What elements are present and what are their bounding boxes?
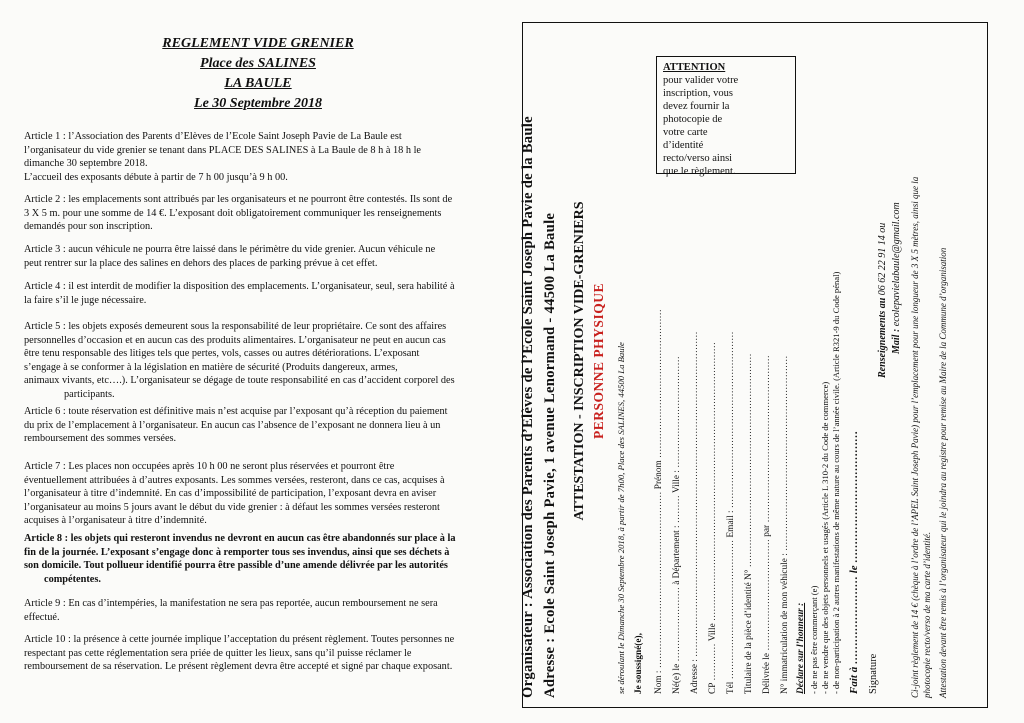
article-line: effectué. — [24, 611, 60, 623]
footer-line-3: Attestation devant être remis à l’organisateur qui le joindra au registre pour remise au Maire de la Commune d’organisation — [938, 247, 948, 698]
notice-line: que le règlement. — [663, 166, 736, 177]
rules-page — [0, 0, 508, 723]
article-10 — [24, 633, 486, 674]
article-line: compétentes. — [44, 573, 101, 585]
notice-line: devez fournir la — [663, 101, 730, 112]
article-line: participants. — [64, 388, 115, 400]
organizer-line: Organisateur : Association des Parents d’Elèves de l’Ecole Saint Joseph Pavie de la Baule — [520, 116, 536, 698]
mail-address: ecolepavielabaule@gmail.com — [891, 202, 902, 327]
declaration-1: - de ne pas être commerçant (e) — [809, 585, 819, 694]
soussigne-label: Je soussigné(e), — [634, 633, 644, 694]
article-7 — [24, 460, 486, 528]
article-line: éventuellement attribuées à d’autres exposants. Les sommes versées, resteront, dans ce cas, acquises à — [24, 474, 445, 486]
article-line: Article 1 : l’Association des Parents d’Elèves de l’Ecole Saint Joseph Pavie de La Baule est — [24, 131, 402, 142]
article-line: fin de la journée. L’exposant s’engage donc à remporter tous ses invendus, ainsi que ses déchets à — [24, 546, 450, 558]
article-line: Article 2 : les emplacements sont attribués par les organisateurs et ne pourront être contestés. Ils sont de — [24, 194, 453, 205]
footer-line-2: photocopie recto/verso de ma carte d’identité. — [922, 531, 932, 698]
delivree-field[interactable]: Délivrée le ……………………………… par ……………………………………………… — [762, 355, 772, 694]
article-line: acquises à l’organisateur à titre d’indemnité. — [24, 515, 207, 526]
article-line: l’organisateur au moins 5 jours avant le début du vide grenier : à défaut les sommes versées resteront — [24, 501, 440, 513]
footer-line-1: Ci-joint règlement de 14 € (chèque à l’ordre de l’APEL Saint Joseph Pavie) pour l’emplacement pour une longueur de 3 X 5 mètres, ainsi que la — [910, 176, 920, 698]
article-line: peut rentrer sur la place des salines en dehors des places de parking prévue à cet effet. — [24, 257, 378, 269]
nom-field[interactable]: Nom : ………………………………………………… Prénom ………………………………………… — [654, 309, 664, 694]
notice-line: recto/verso ainsi — [663, 153, 733, 164]
article-line: 3 X 5 m. pour une somme de 14 €. L’exposant doit obligatoirement communiquer les renseignements — [24, 207, 442, 219]
declaration-3: - de non-participation à 2 autres manifestations de même nature au cours de l’année civile. (Article R321-9 du Code pénal) — [831, 271, 841, 694]
registration-form-page — [512, 14, 990, 708]
event-details: se déroulant le Dimanche 30 Septembre 2018, à partir de 7h00, Place des SALINES, 44500 La Baule — [616, 342, 626, 694]
article-line: personnelles d’occasion et en aucun cas des produits alimentaires. L’organisateur ne peut en aucun cas — [24, 334, 446, 346]
immatriculation-field[interactable]: N° immatriculation de mon véhicule : ……………………………………………………… — [780, 355, 790, 694]
article-line: dimanche 30 septembre 2018. — [24, 158, 148, 169]
article-6 — [24, 405, 486, 446]
notice-line: d’identité — [663, 140, 704, 151]
rules-title-line: LA BAULE — [224, 76, 292, 91]
notice-line: inscription, vous — [663, 88, 733, 99]
article-1 — [24, 130, 486, 184]
article-line: son domicile. Tout pollueur identifié pourra être passible d’une amende délivrée par les autorités — [24, 560, 448, 571]
rules-title-line: Le 30 Septembre 2018 — [194, 96, 322, 111]
piece-identite-field[interactable]: Titulaire de la pièce d’identité N° …………………………………………………………… — [744, 353, 754, 694]
article-line: L’accueil des exposants débute à partir de 7 h 00 jusqu’à 9 h 00. — [24, 171, 288, 183]
mail-label: Mail : — [891, 328, 902, 354]
article-line: s’engage à se conformer à la législation en matière de sécurité (Produits dangereux, armes, — [24, 361, 398, 373]
article-line: respectant pas cette réglementation sera priée de quitter les lieux, sans qu’il puisse réclamer le — [24, 647, 412, 659]
article-line: remboursement de sa réservation. Le présent règlement devra être accepté et signé par chaque exposant. — [24, 661, 453, 672]
article-line: Article 3 : aucun véhicule ne pourra être laissé dans le périmètre du vide grenier. Aucun véhicule ne — [24, 244, 436, 255]
article-line: Article 9 : En cas d’intempéries, la manifestation ne sera pas reportée, aucun remboursement ne sera — [24, 598, 438, 609]
naissance-field[interactable]: Né(e) le …………………… à Département : ……… Ville : ……………………………… — [672, 356, 682, 694]
article-line: demandés pour son inscription. — [24, 221, 153, 232]
article-4 — [24, 280, 486, 307]
article-line: animaux vivants, etc….). L’organisateur se dégage de toute responsabilité en cas d’accident corporel des — [24, 375, 455, 386]
article-line: remboursement des sommes versées. — [24, 433, 177, 444]
article-5 — [24, 320, 486, 401]
article-line: Article 4 : il est interdit de modifier la disposition des emplacements. L’organisateur, seul, sera habilité à — [24, 281, 455, 292]
article-line: la faire s’il le juge nécessaire. — [24, 294, 147, 306]
signature-label: Signature — [868, 653, 879, 694]
attention-notice — [656, 56, 796, 177]
notice-line: votre carte — [663, 127, 708, 138]
tel-email-field[interactable]: Tél ……………………………………… Email : ………………………………………………… — [726, 331, 736, 694]
article-2 — [24, 193, 486, 234]
article-line: l’organisateur du vide grenier se tenant dans PLACE DES SALINES à La Baule de 8 h à 18 h le — [24, 144, 422, 156]
renseignements-label: Renseignements au — [877, 297, 888, 378]
renseignements-line — [877, 223, 888, 378]
attestation-title: ATTESTATION - INSCRIPTION VIDE-GRENIERS — [572, 201, 587, 521]
adresse-field[interactable]: Adresse : …………………………………………………………………………………………… — [690, 331, 700, 694]
rules-title-line: Place des SALINES — [200, 56, 316, 71]
phone-number: 06 62 22 91 14 ou — [877, 222, 888, 296]
declaration-2: - de ne vendre que des objets personnels et usagés (Article L 310-2 du Code de commerce) — [820, 381, 830, 694]
article-line: Article 6 : toute réservation est définitive mais n’est acquise par l’exposant qu’à réception du paiement — [24, 406, 448, 417]
address-line: Adresse : Ecole Saint Joseph Pavie, 1 avenue Lenormand - 44500 La Baule — [542, 212, 558, 698]
notice-line: pour valider votre — [663, 75, 739, 86]
article-9 — [24, 597, 486, 624]
article-line: être tenu responsable des litiges tels que pertes, vols, casses ou autres détériorations. L’exposant — [24, 348, 420, 359]
attention-title: ATTENTION — [663, 62, 726, 73]
rules-title — [108, 34, 408, 114]
article-line: Article 10 : la présence à cette journée implique l’acceptation du présent règlement. Toutes personnes ne — [24, 634, 455, 645]
mail-line — [891, 202, 902, 354]
notice-line: photocopie de — [663, 114, 723, 125]
article-line: l’organisateur à titre d’indemnité. En cas d’impossibilité de participation, l’exposant devra en aviser — [24, 488, 437, 499]
personne-physique-title: PERSONNE PHYSIQUE — [591, 283, 606, 439]
article-3 — [24, 243, 486, 270]
article-line: Article 5 : les objets exposés demeurent sous la responsabilité de leur propriétaire. Ce sont des affaires — [24, 321, 447, 332]
article-line: Article 7 : Les places non occupées après 10 h 00 ne seront plus réservées et pourront être — [24, 461, 395, 472]
rules-title-line: REGLEMENT VIDE GRENIER — [162, 36, 354, 51]
article-8 — [24, 532, 486, 586]
declare-label: Déclare sur l’honneur : — [796, 602, 806, 694]
fait-a-field[interactable]: Fait à …………………… le ……………………………… — [848, 430, 860, 694]
cp-ville-field[interactable]: CP ………… Ville ……………………………………………………………………………… — [708, 342, 718, 694]
article-line: du prix de l’emplacement à l’organisateur. En aucun cas l’absence de l’exposant ne donnera lieu à un — [24, 419, 441, 431]
article-line: Article 8 : les objets qui resteront invendus ne devront en aucun cas être abandonnés sur place à la — [24, 533, 456, 544]
